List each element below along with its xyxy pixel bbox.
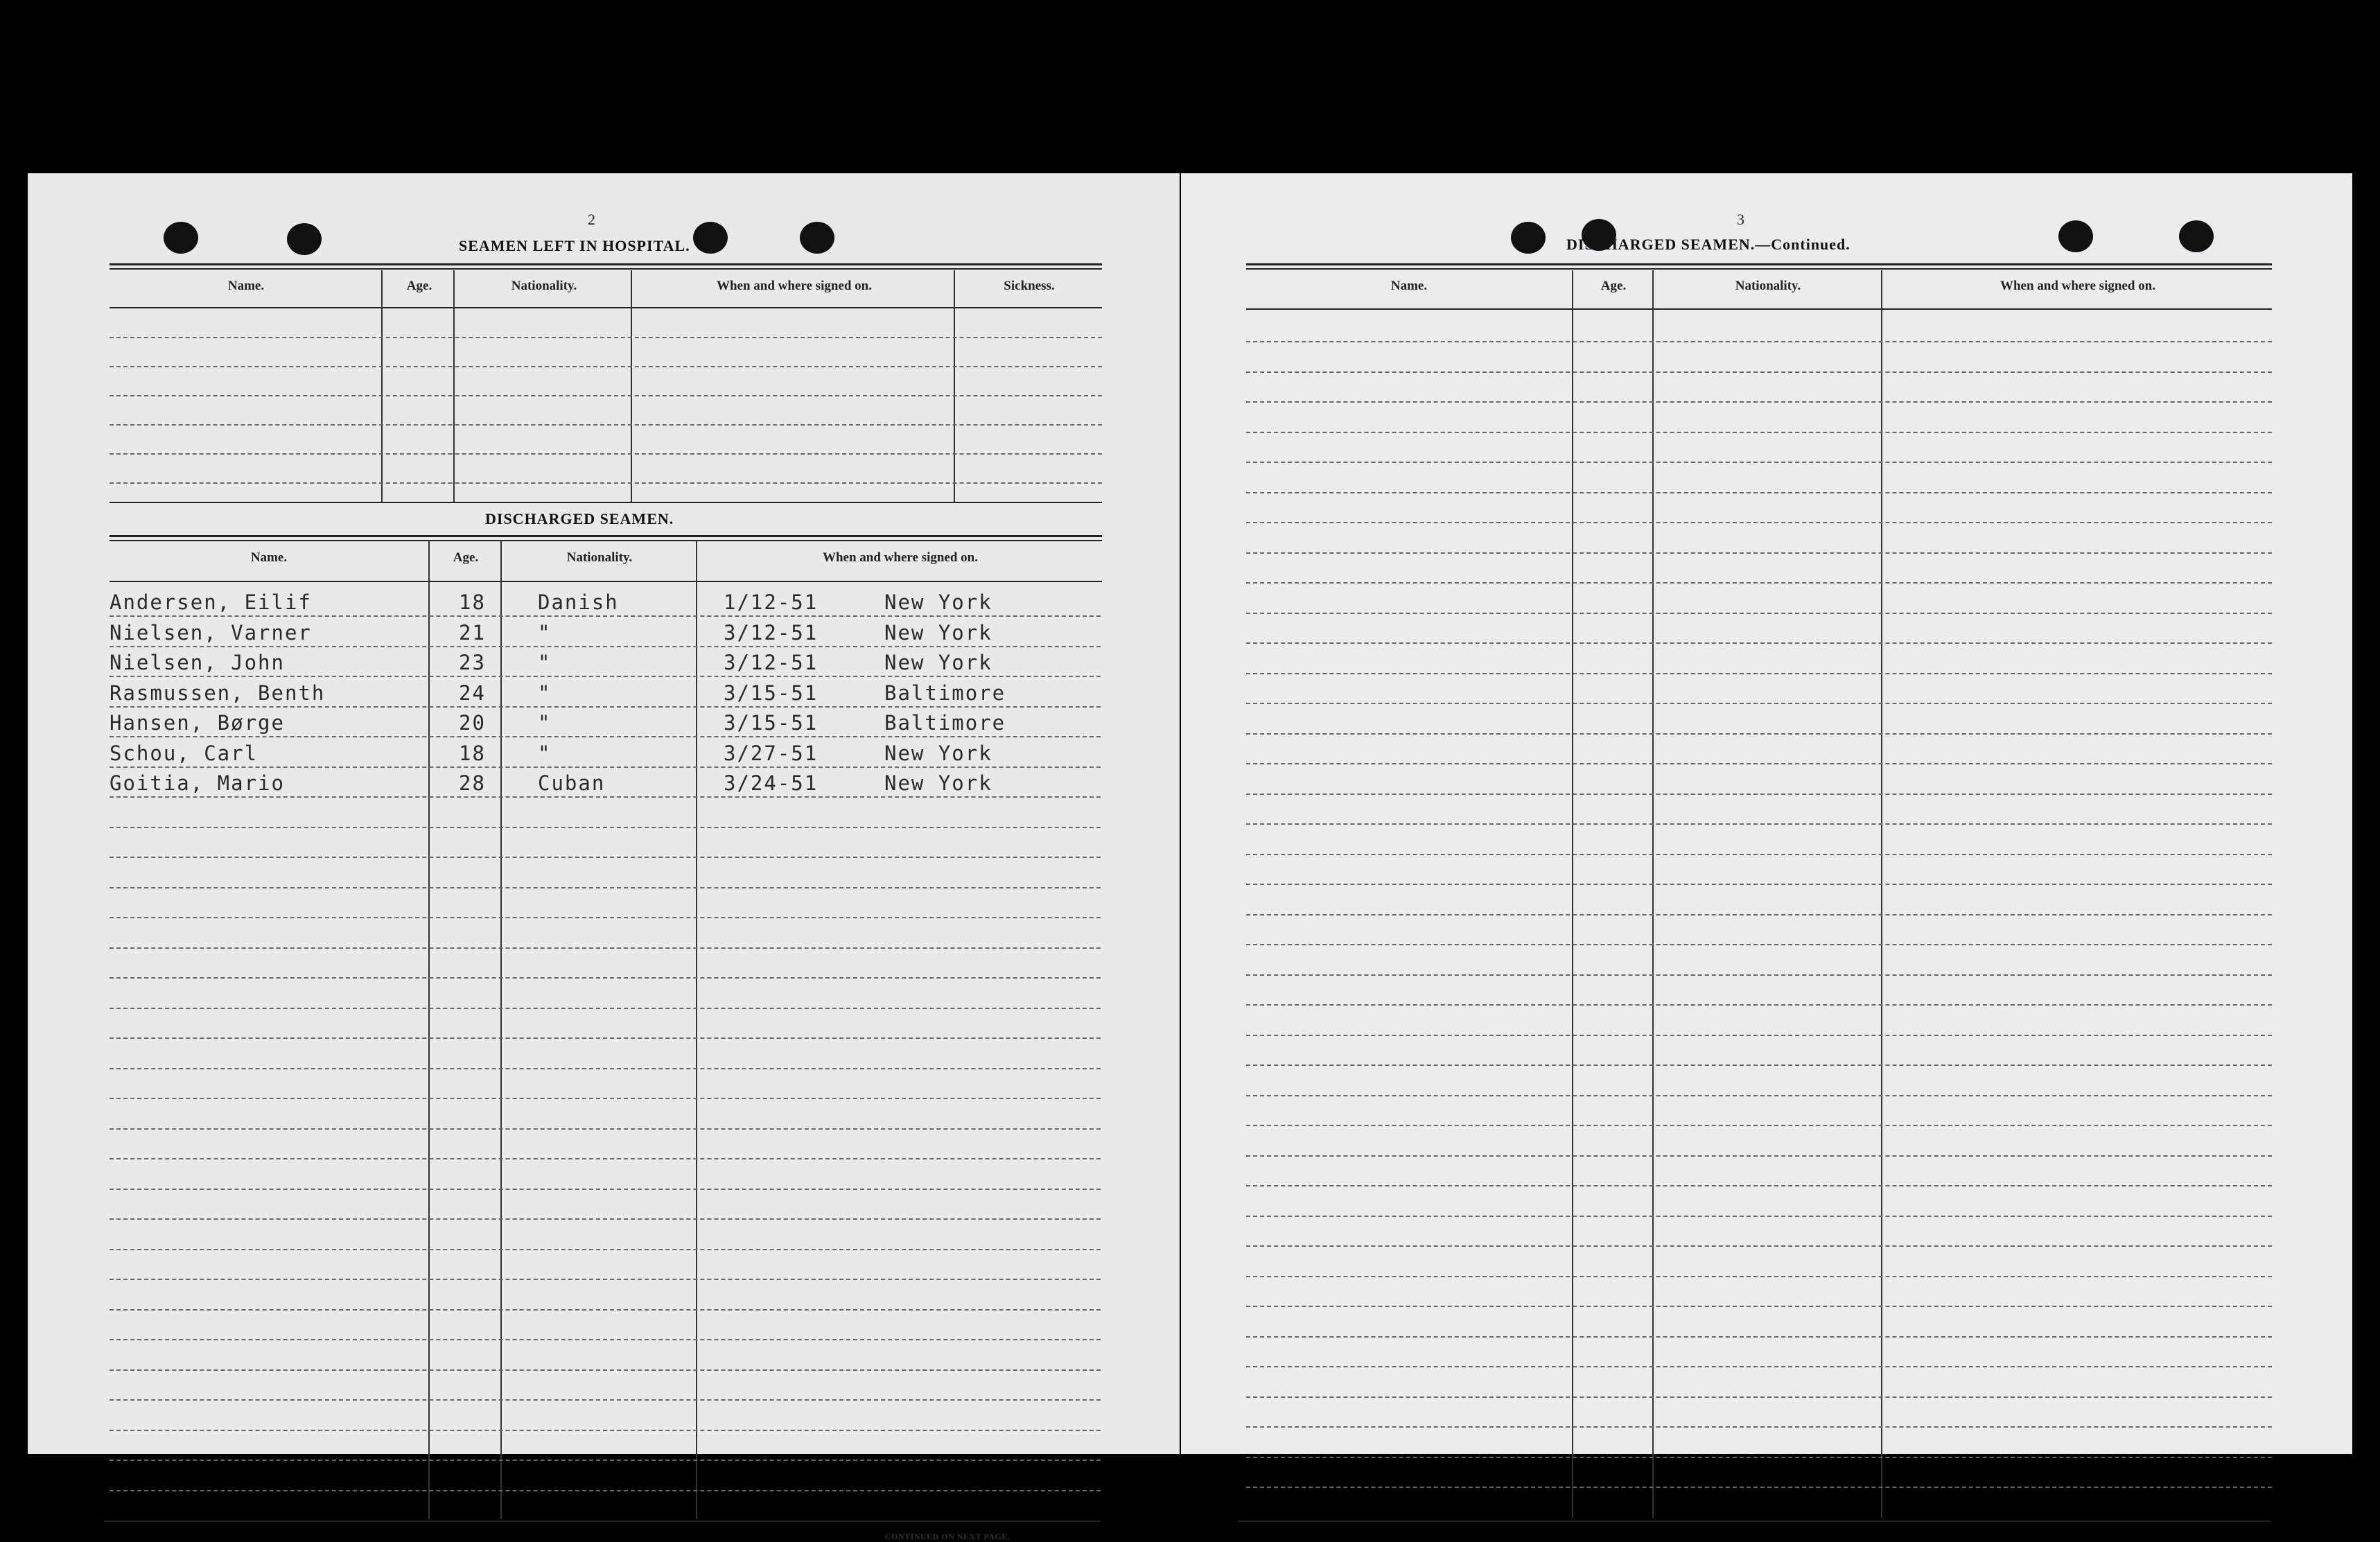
page-number: 2 — [588, 211, 595, 228]
row-line — [1246, 673, 2272, 674]
punch-hole — [287, 223, 322, 255]
col-header-nationality: Nationality. — [566, 550, 633, 565]
signed-on-date: 3/12-51 — [724, 651, 819, 674]
row-line — [110, 706, 1101, 708]
seaman-nationality: " — [538, 681, 552, 705]
col-header-nationality: Nationality. — [511, 279, 577, 293]
row-line — [110, 1369, 1101, 1371]
right-section-title: DISCHARGED SEAMEN.—Continued. — [1566, 236, 1850, 253]
row-line — [1246, 462, 2272, 463]
row-line — [1246, 1306, 2272, 1307]
row-line — [1246, 1457, 2272, 1458]
hospital-section-title: SEAMEN LEFT IN HOSPITAL. — [459, 237, 690, 254]
row-line — [110, 1189, 1101, 1190]
row-line — [1246, 794, 2272, 795]
table-rule — [110, 263, 1102, 270]
right-page — [1181, 173, 2352, 1454]
signed-on-date: 3/12-51 — [724, 621, 819, 645]
row-line — [110, 1158, 1101, 1159]
column-divider — [954, 270, 955, 502]
seaman-age: 21 — [459, 621, 486, 645]
row-line — [1246, 1396, 2272, 1398]
row-line — [1246, 341, 2272, 342]
row-line — [110, 1339, 1101, 1340]
continued-note: CONTINUED ON NEXT PAGE. — [885, 1532, 1010, 1541]
row-line — [110, 977, 1101, 979]
row-line — [1246, 1487, 2272, 1488]
table-rule — [104, 1521, 1101, 1522]
col-header-age: Age. — [406, 279, 432, 293]
col-header-name: Name. — [250, 550, 288, 565]
row-line — [1246, 974, 2272, 976]
table-rule — [110, 502, 1102, 503]
signed-on-date: 3/15-51 — [724, 711, 819, 735]
punch-hole — [1511, 222, 1546, 254]
row-line — [1246, 763, 2272, 764]
row-line — [110, 1460, 1101, 1461]
row-line — [110, 1279, 1101, 1280]
punch-hole — [800, 222, 834, 254]
table-rule — [110, 535, 1102, 541]
col-header-age: Age. — [453, 550, 479, 565]
col-header-name: Name. — [1390, 279, 1428, 293]
seaman-nationality: " — [538, 711, 552, 735]
row-line — [1246, 1004, 2272, 1006]
row-line — [1246, 944, 2272, 945]
row-line — [110, 1068, 1101, 1069]
row-line — [110, 366, 1102, 367]
seaman-nationality: Danish — [538, 590, 619, 614]
discharged-section-title: DISCHARGED SEAMEN. — [485, 510, 674, 527]
left-page — [28, 173, 1180, 1541]
row-line — [110, 453, 1102, 455]
row-line — [1246, 1064, 2272, 1066]
seaman-age: 28 — [459, 771, 486, 795]
seaman-age: 18 — [459, 742, 486, 765]
column-divider — [381, 270, 383, 502]
row-line — [110, 1128, 1101, 1130]
seaman-name: Nielsen, Varner — [110, 621, 312, 645]
seaman-nationality: Cuban — [538, 771, 606, 795]
col-header-age: Age. — [1600, 279, 1627, 293]
row-line — [110, 1008, 1101, 1009]
row-line — [1246, 642, 2272, 644]
row-line — [1246, 854, 2272, 855]
row-line — [110, 676, 1101, 677]
row-line — [110, 1490, 1101, 1491]
punch-hole — [2058, 220, 2093, 252]
row-line — [1246, 613, 2272, 614]
row-line — [1246, 552, 2272, 554]
seaman-age: 24 — [459, 681, 486, 705]
signed-on-date: 3/27-51 — [724, 742, 819, 765]
table-rule — [1246, 263, 2272, 270]
signed-on-place: New York — [884, 590, 992, 614]
signed-on-date: 3/24-51 — [724, 771, 819, 795]
row-line — [1246, 823, 2272, 825]
col-header-signed-on: When and where signed on. — [716, 279, 872, 293]
row-line — [110, 796, 1101, 798]
row-line — [1246, 703, 2272, 704]
row-line — [1246, 884, 2272, 885]
row-line — [1246, 733, 2272, 735]
row-line — [110, 1098, 1101, 1099]
row-line — [110, 887, 1101, 888]
column-divider — [1881, 270, 1882, 1518]
punch-hole — [2179, 220, 2214, 252]
row-line — [110, 857, 1101, 858]
seaman-nationality: " — [538, 651, 552, 674]
signed-on-place: New York — [884, 651, 992, 674]
column-divider — [631, 270, 632, 502]
col-header-sickness: Sickness. — [1004, 279, 1055, 293]
row-line — [110, 1309, 1101, 1311]
row-line — [1246, 1095, 2272, 1096]
punch-hole — [164, 222, 198, 254]
row-line — [1246, 1185, 2272, 1186]
signed-on-date: 1/12-51 — [724, 590, 819, 614]
row-line — [1246, 1155, 2272, 1157]
row-line — [110, 1399, 1101, 1401]
column-divider — [428, 541, 430, 1519]
signed-on-place: Baltimore — [884, 711, 1006, 735]
row-line — [1246, 432, 2272, 433]
row-line — [1246, 1366, 2272, 1367]
seaman-name: Hansen, Børge — [110, 711, 285, 735]
seaman-age: 23 — [459, 651, 486, 674]
table-rule — [110, 581, 1102, 582]
punch-hole — [693, 222, 728, 254]
row-line — [1246, 1336, 2272, 1338]
seaman-name: Nielsen, John — [110, 651, 285, 674]
row-line — [1246, 1245, 2272, 1247]
column-divider — [453, 270, 455, 502]
col-header-signed-on: When and where signed on. — [822, 550, 978, 565]
row-line — [110, 482, 1102, 484]
row-line — [110, 917, 1101, 918]
row-line — [110, 1249, 1101, 1250]
column-divider — [1652, 270, 1654, 1518]
col-header-name: Name. — [227, 279, 265, 293]
row-line — [110, 766, 1101, 768]
row-line — [110, 615, 1101, 617]
row-line — [1246, 1125, 2272, 1126]
seaman-name: Rasmussen, Benth — [110, 681, 326, 705]
table-rule — [1246, 308, 2272, 310]
row-line — [110, 1037, 1101, 1039]
row-line — [1246, 1276, 2272, 1277]
row-line — [1246, 1035, 2272, 1036]
seaman-name: Schou, Carl — [110, 742, 259, 765]
row-line — [110, 395, 1102, 396]
row-line — [1246, 522, 2272, 523]
signed-on-place: New York — [884, 742, 992, 765]
col-header-nationality: Nationality. — [1735, 279, 1801, 293]
seaman-age: 18 — [459, 590, 486, 614]
row-line — [110, 827, 1101, 828]
signed-on-date: 3/15-51 — [724, 681, 819, 705]
seaman-nationality: " — [538, 742, 552, 765]
row-line — [1246, 401, 2272, 403]
column-divider — [696, 541, 697, 1519]
row-line — [110, 736, 1101, 737]
row-line — [110, 1218, 1101, 1220]
row-line — [1246, 914, 2272, 915]
row-line — [1246, 582, 2272, 584]
seaman-name: Goitia, Mario — [110, 771, 285, 795]
row-line — [1246, 371, 2272, 373]
signed-on-place: New York — [884, 621, 992, 645]
col-header-signed-on: When and where signed on. — [2000, 279, 2155, 293]
row-line — [110, 337, 1102, 338]
seaman-nationality: " — [538, 621, 552, 645]
row-line — [110, 646, 1101, 647]
row-line — [110, 424, 1102, 426]
seaman-age: 20 — [459, 711, 486, 735]
row-line — [1246, 492, 2272, 493]
column-divider — [1572, 270, 1573, 1518]
table-rule — [1238, 1521, 2270, 1522]
column-divider — [500, 541, 502, 1519]
seaman-name: Andersen, Eilif — [110, 590, 312, 614]
row-line — [110, 1430, 1101, 1431]
signed-on-place: Baltimore — [884, 681, 1006, 705]
row-line — [1246, 1426, 2272, 1428]
row-line — [110, 947, 1101, 949]
signed-on-place: New York — [884, 771, 992, 795]
page-number: 3 — [1737, 211, 1744, 228]
row-line — [1246, 1216, 2272, 1217]
